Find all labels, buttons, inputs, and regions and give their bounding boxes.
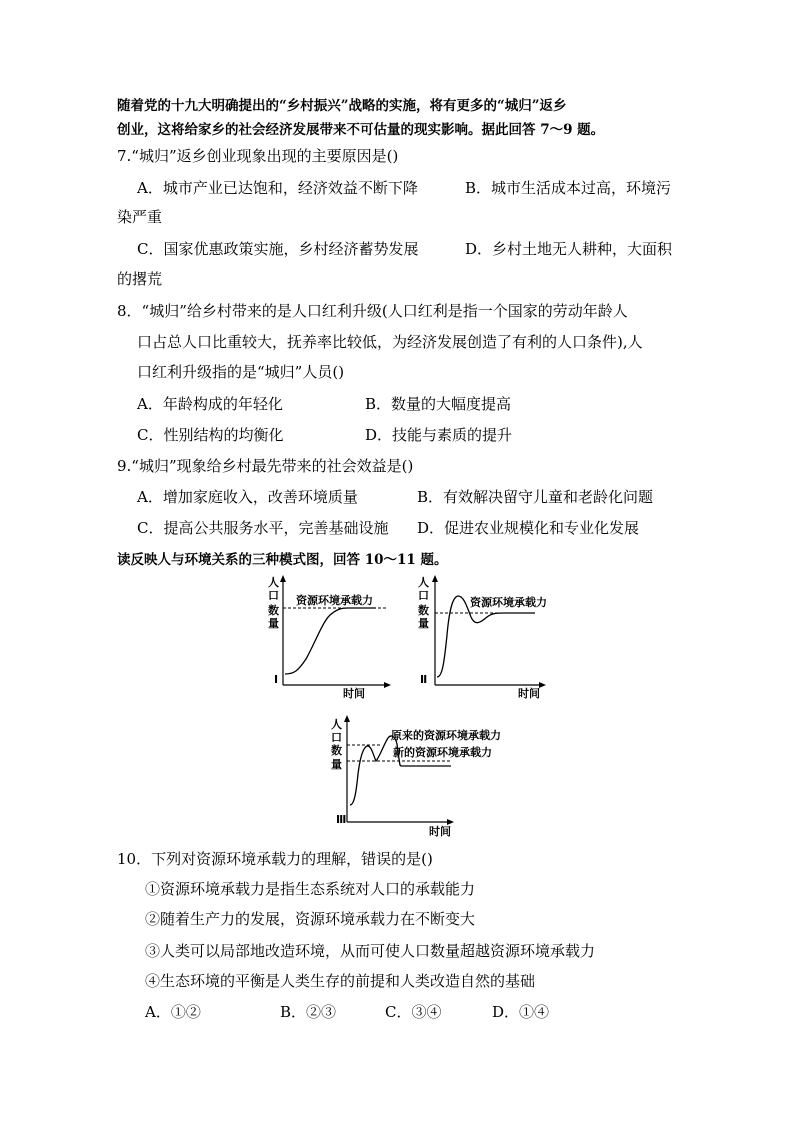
q9-stem: 9.“城归”现象给乡村最先带来的社会效益是() — [117, 457, 414, 475]
q8-option-a: A．年龄构成的年轻化 — [137, 395, 283, 413]
y-axis-arrow — [344, 715, 350, 722]
figure-intro: 读反映人与环境关系的三种模式图，回答 10～11 题。 — [117, 552, 448, 568]
y-label-char: 量 — [331, 758, 342, 771]
q8-stem-line-1: 8．“城归”给乡村带来的是人口红利升级(人口红利是指一个国家的劳动年龄人 — [117, 302, 628, 320]
y-axis-arrow — [280, 575, 286, 582]
y-label-char: 人 — [418, 576, 429, 589]
intro-line-1: 随着党的十九大明确提出的“乡村振兴”战略的实施，将有更多的“城归”返乡 — [117, 98, 567, 114]
q9-option-b: B．有效解决留守儿童和老龄化问题 — [417, 488, 654, 506]
q7-stem: 7.“城归”返乡创业现象出现的主要原因是() — [117, 147, 399, 165]
q10-statement-4: ④生态环境的平衡是人类生存的前提和人类改造自然的基础 — [145, 972, 536, 990]
y-axis-arrow — [432, 575, 438, 582]
q10-stem: 10．下列对资源环境承载力的理解，错误的是() — [117, 850, 433, 868]
y-label-char: 口 — [331, 731, 342, 744]
q10-statement-2: ②随着生产力的发展，资源环境承载力在不断变大 — [145, 910, 476, 928]
y-label-char: 数 — [268, 604, 279, 617]
capacity-label: 资源环境承载力 — [470, 596, 547, 609]
x-axis-arrow — [384, 682, 391, 688]
diagram-mode-2 — [412, 575, 552, 700]
x-axis-arrow — [539, 682, 546, 688]
q10-statement-3: ③人类可以局部地改造环境，从而可使人口数量超越资源环境承载力 — [145, 942, 596, 960]
y-label-char: 量 — [418, 617, 429, 630]
x-label: 时间 — [343, 687, 365, 700]
x-label: 时间 — [518, 687, 540, 700]
y-label-char: 口 — [418, 589, 429, 602]
y-label-char: 量 — [268, 617, 279, 630]
q7-option-d-cont: 的撂荒 — [117, 270, 163, 288]
q10-option-a: A．①② — [145, 1003, 201, 1021]
intro-line-2: 创业，这将给家乡的社会经济发展带来不可估量的现实影响。据此回答 7～9 题。 — [117, 122, 605, 138]
roman-numeral: Ⅰ — [274, 673, 279, 686]
roman-numeral: Ⅱ — [420, 673, 428, 686]
q10-option-d: D．①④ — [492, 1003, 550, 1021]
y-label-char: 数 — [331, 744, 342, 757]
new-capacity-label: 新的资源环境承载力 — [393, 746, 492, 759]
q8-stem-line-2: 口占总人口比重较大，抚养率比较低，为经济发展创造了有利的人口条件),人 — [137, 333, 643, 351]
q10-option-b: B．②③ — [280, 1003, 337, 1021]
q7-option-a: A．城市产业已达饱和，经济效益不断下降 — [137, 179, 418, 197]
q8-stem-line-3: 口红利升级指的是“城归”人员() — [137, 363, 345, 381]
q7-option-d: D．乡村土地无人耕种，大面积 — [465, 240, 673, 258]
roman-numeral: Ⅲ — [336, 813, 347, 826]
y-label-char: 人 — [331, 718, 342, 731]
diagram-mode-3 — [330, 714, 530, 838]
q7-option-c: C．国家优惠政策实施，乡村经济蓄势发展 — [137, 240, 419, 258]
q8-option-d: D．技能与素质的提升 — [365, 426, 513, 444]
q10-statement-1: ①资源环境承载力是指生态系统对人口的承载能力 — [145, 880, 476, 898]
y-label-char: 口 — [268, 589, 279, 602]
y-label-char: 人 — [268, 576, 279, 589]
q7-option-b-cont: 染严重 — [117, 208, 163, 226]
x-label: 时间 — [429, 825, 451, 838]
capacity-label: 资源环境承载力 — [296, 594, 373, 607]
q9-option-d: D．促进农业规模化和专业化发展 — [417, 519, 640, 537]
q10-option-c: C．③④ — [385, 1003, 442, 1021]
diagram-mode-1 — [262, 575, 396, 700]
q8-option-b: B．数量的大幅度提高 — [365, 395, 512, 413]
q8-option-c: C．性别结构的均衡化 — [137, 426, 284, 444]
q9-option-a: A．增加家庭收入，改善环境质量 — [137, 488, 358, 506]
population-curve — [285, 608, 376, 674]
y-label-char: 数 — [418, 604, 429, 617]
old-capacity-label: 原来的资源环境承载力 — [391, 729, 501, 742]
q7-option-b: B．城市生活成本过高，环境污 — [465, 179, 672, 197]
q9-option-c: C．提高公共服务水平，完善基础设施 — [137, 519, 389, 537]
